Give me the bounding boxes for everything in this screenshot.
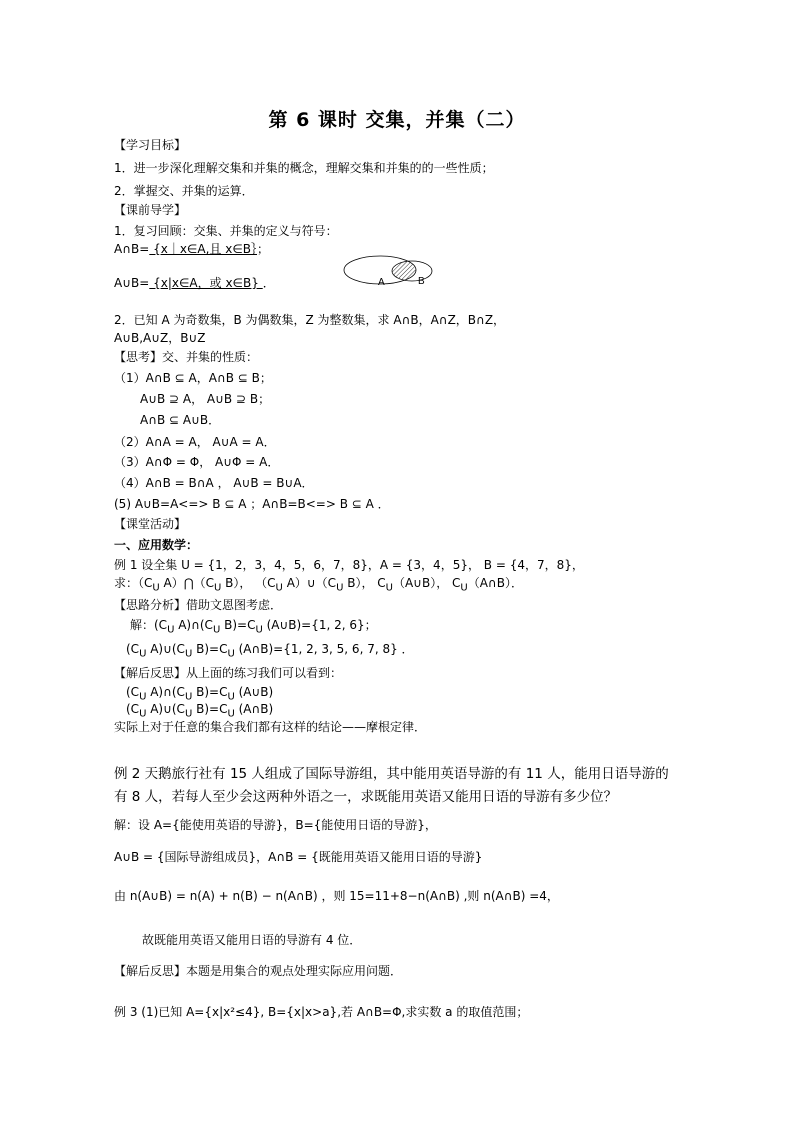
intersection-definition: [114, 241, 269, 258]
union-end: ．: [262, 276, 275, 290]
reflection-2: 【解后反思】本题是用集合的观点处理实际应用问题．: [114, 964, 403, 978]
property-5: (5) A∪B=A<=> B ⊆ A ；A∩B=B<=> B ⊆ A ．: [114, 497, 390, 511]
de-morgan-law-2: ($C_U$ $A)\cup(C_U$ $B)=C_U$ (A∩B): [126, 702, 274, 720]
de-morgan-law-1: ($C_U$ $A)\cap(C_U$ $B)=C_U$ (A∪B): [126, 685, 274, 703]
example-1-line1: 例 1 设全集 U = {1，2，3，4，5，6，7，8}，A = {3，4，5}， B = {4，7，8}，: [114, 558, 584, 572]
solution-1-line2: ($C_U$ $A)\cup(C_U$ $B)=C_U$ (A∩B)={1, 2, 3, 5, 6, 7, 8} ．: [126, 642, 414, 660]
heading-class-activity: 【课堂活动】: [114, 517, 187, 531]
example-3: 例 3 (1)已知 A={x|x²≤4}, B={x|x>a},若 A∩B=Φ,求实数 a 的取值范围；: [114, 1005, 529, 1019]
union-lhs: A∪B=: [114, 276, 150, 290]
property-1a: （1）A∩B ⊆ A，A∩B ⊆ B；: [114, 371, 272, 385]
property-4: （4）A∩B = B∩A ， A∪B = B∪A．: [114, 476, 314, 490]
page-title: 第 6 课时 交集，并集（二）: [268, 109, 526, 131]
property-1c: A∩B ⊆ A∪B．: [140, 413, 221, 427]
union-rhs: {x|x∈A，或 x∈B}: [149, 276, 263, 290]
goal-2: 2．掌握交、并集的运算．: [114, 184, 254, 198]
example-2-line1: 例 2 天鹅旅行社有 15 人组成了国际导游组，其中能用英语导游的有 11 人，能用日语导游的: [114, 766, 669, 782]
de-morgan-note: 实际上对于任意的集合我们都有这样的结论——摩根定律．: [114, 720, 427, 734]
intersection-lhs: A∩B=: [114, 242, 150, 256]
heading-preview: 【课前导学】: [114, 203, 187, 217]
question-2-line2: A∪B,A∪Z，B∪Z: [114, 331, 206, 345]
intersection-end: ；: [257, 242, 270, 256]
example-2-solution-2: A∪B = {国际导游组成员}，A∩B = {既能用英语又能用日语的导游}: [114, 850, 483, 864]
intersection-rhs: {x｜x∈A,且 x∈B｝: [149, 242, 258, 256]
property-1b: A∪B ⊇ A， A∪B ⊇ B；: [140, 392, 271, 406]
label-a: A: [378, 277, 385, 288]
example-1-line2: 求：（$C_U$ $A)⋂(C_U$ B）， （$C_U$ $A)\cup(C_U$ B）， $C_U(A\cup B)$， $C_U(A\cap B)$．: [114, 576, 523, 594]
heading-think: 【思考】交、并集的性质：: [114, 350, 259, 364]
example-2-solution-1: 解：设 A={能使用英语的导游}，B={能使用日语的导游}，: [114, 818, 437, 832]
heading-learning-goals: 【学习目标】: [114, 138, 187, 152]
example-2-solution-4: 故既能用英语又能用日语的导游有 4 位．: [142, 933, 362, 947]
solution-1-line1: 解：($C_U$ $A)\cap(C_U$ $B)=C_U$ (A∪B)={1, 2, 6}；: [130, 618, 377, 636]
think-analysis: 【思路分析】借助文恩图考虑．: [114, 598, 283, 612]
property-2: （2）A∩A = A， A∪A = A．: [114, 435, 276, 449]
property-3: （3）A∩Φ = Φ， A∪Φ = A．: [114, 455, 280, 469]
example-2-solution-3: 由 n(A∪B) = n(A) + n(B) − n(A∩B) ，则 15=11+8−n(A∩B) ,则 n(A∩B) =4，: [114, 889, 559, 903]
review-question: 1．复习回顾：交集、并集的定义与符号：: [114, 224, 338, 238]
question-2-line1: 2．已知 A 为奇数集，B 为偶数集，Z 为整数集，求 A∩B，A∩Z，B∩Z，: [114, 313, 506, 327]
goal-1: 1．进一步深化理解交集和并集的概念，理解交集和并集的的一些性质；: [114, 161, 494, 175]
label-b: B: [418, 276, 425, 287]
union-definition: [114, 275, 275, 292]
venn-diagram: [342, 254, 438, 294]
heading-apply-math: 一、应用数学：: [114, 538, 199, 552]
reflection-1: 【解后反思】从上面的练习我们可以看到：: [114, 666, 343, 680]
example-2-line2: 有 8 人，若每人至少会这两种外语之一，求既能用英语又能用日语的导游有多少位？: [114, 789, 618, 805]
